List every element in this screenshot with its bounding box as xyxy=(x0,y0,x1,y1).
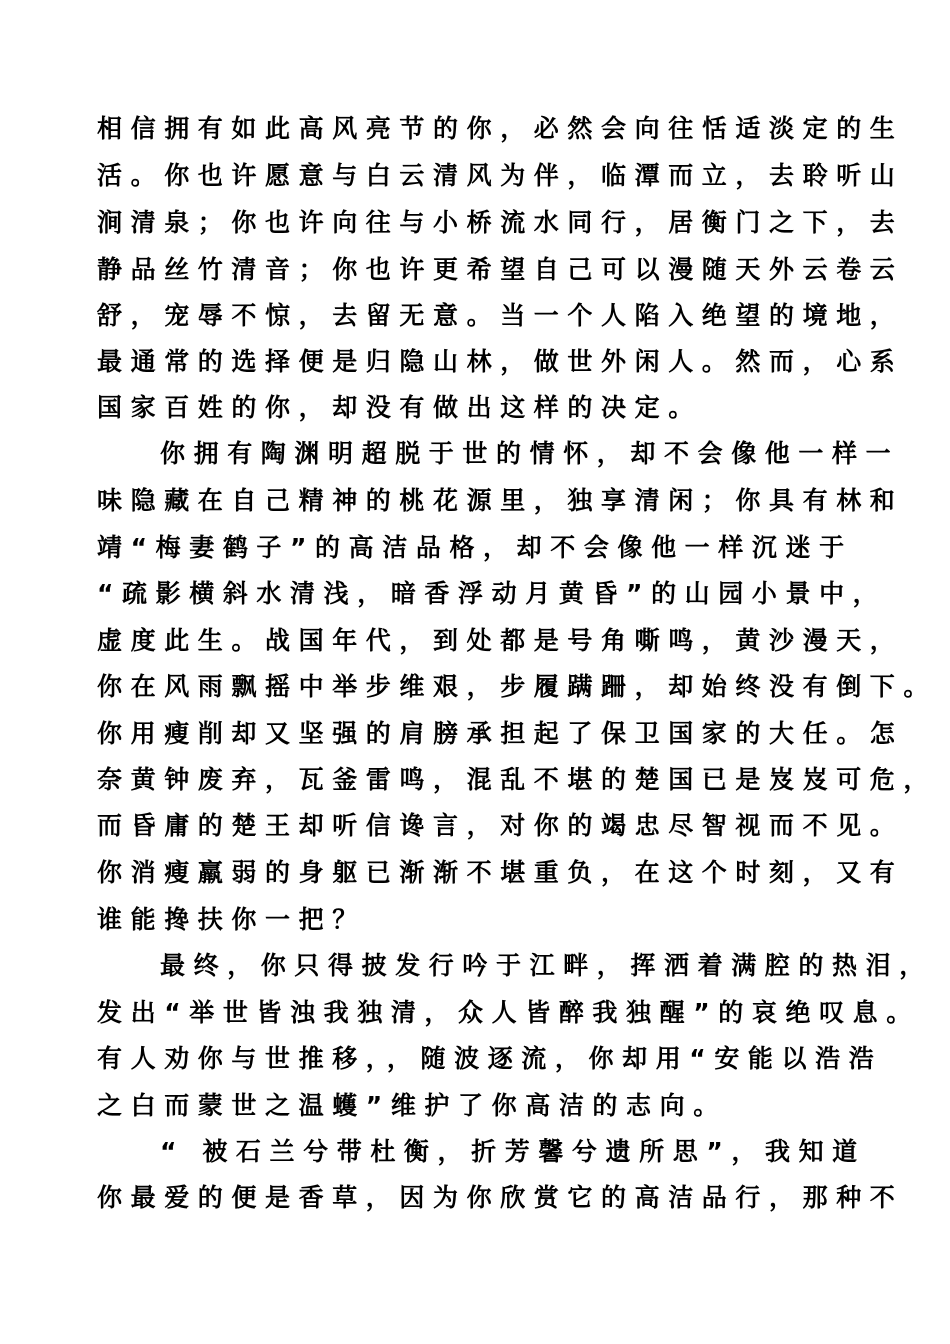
text-line-9: 味隐藏在自己精神的桃花源里，独享清闲；你具有林和 xyxy=(97,486,904,515)
text-line-6: 最通常的选择便是归隐山林，做世外闲人。然而，心系 xyxy=(97,347,904,376)
text-line-24: 你最爱的便是香草，因为你欣赏它的高洁品行，那种不 xyxy=(97,1183,904,1212)
text-line-5: 舒，宠辱不惊，去留无意。当一个人陷入绝望的境地， xyxy=(97,301,904,330)
text-line-20: 发出“举世皆浊我独清，众人皆醉我独醒”的哀绝叹息。 xyxy=(97,998,920,1027)
text-line-13: 你在风雨飘摇中举步维艰，步履蹒跚，却始终没有倒下。 xyxy=(97,672,938,701)
paragraph-3-first-line: 最终，你只得披发行吟于江畔，挥洒着满腔的热泪， xyxy=(160,951,933,980)
text-line-7: 国家百姓的你，却没有做出这样的决定。 xyxy=(97,393,702,422)
text-line-15: 奈黄钟废弃，瓦釜雷鸣，混乱不堪的楚国已是岌岌可危， xyxy=(97,765,938,794)
text-line-4: 静品丝竹清音；你也许更希望自己可以漫随天外云卷云 xyxy=(97,255,904,284)
text-line-10: 靖“梅妻鹤子”的高洁品格，却不会像他一样沉迷于 xyxy=(97,533,853,562)
text-line-12: 虚度此生。战国年代，到处都是号角嘶鸣，黄沙漫天， xyxy=(97,626,904,655)
text-line-22: 之白而蒙世之温蠖”维护了你高洁的志向。 xyxy=(97,1091,727,1120)
paragraph-2-first-line: 你拥有陶渊明超脱于世的情怀，却不会像他一样一 xyxy=(160,439,900,468)
text-line-21: 有人劝你与世推移，，随波逐流，你却用“安能以浩浩 xyxy=(97,1044,883,1073)
text-line-18: 谁能搀扶你一把？ xyxy=(97,905,366,934)
text-line-1: 相信拥有如此高风亮节的你，必然会向往恬适淡定的生 xyxy=(97,114,904,143)
text-line-11: “疏影横斜水清浅，暗香浮动月黄昏”的山园小景中， xyxy=(97,579,887,608)
paragraph-4-first-line: “ 被石兰兮带杜衡，折芳馨兮遗所思”，我知道 xyxy=(160,1137,866,1166)
text-line-16: 而昏庸的楚王却听信谗言，对你的竭忠尽智视而不见。 xyxy=(97,811,904,840)
text-line-14: 你用瘦削却又坚强的肩膀承担起了保卫国家的大任。怎 xyxy=(97,719,904,748)
text-line-3: 涧清泉；你也许向往与小桥流水同行，居衡门之下，去 xyxy=(97,208,904,237)
text-line-17: 你消瘦羸弱的身躯已渐渐不堪重负，在这个时刻，又有 xyxy=(97,858,904,887)
text-line-2: 活。你也许愿意与白云清风为伴，临潭而立，去聆听山 xyxy=(97,161,904,190)
